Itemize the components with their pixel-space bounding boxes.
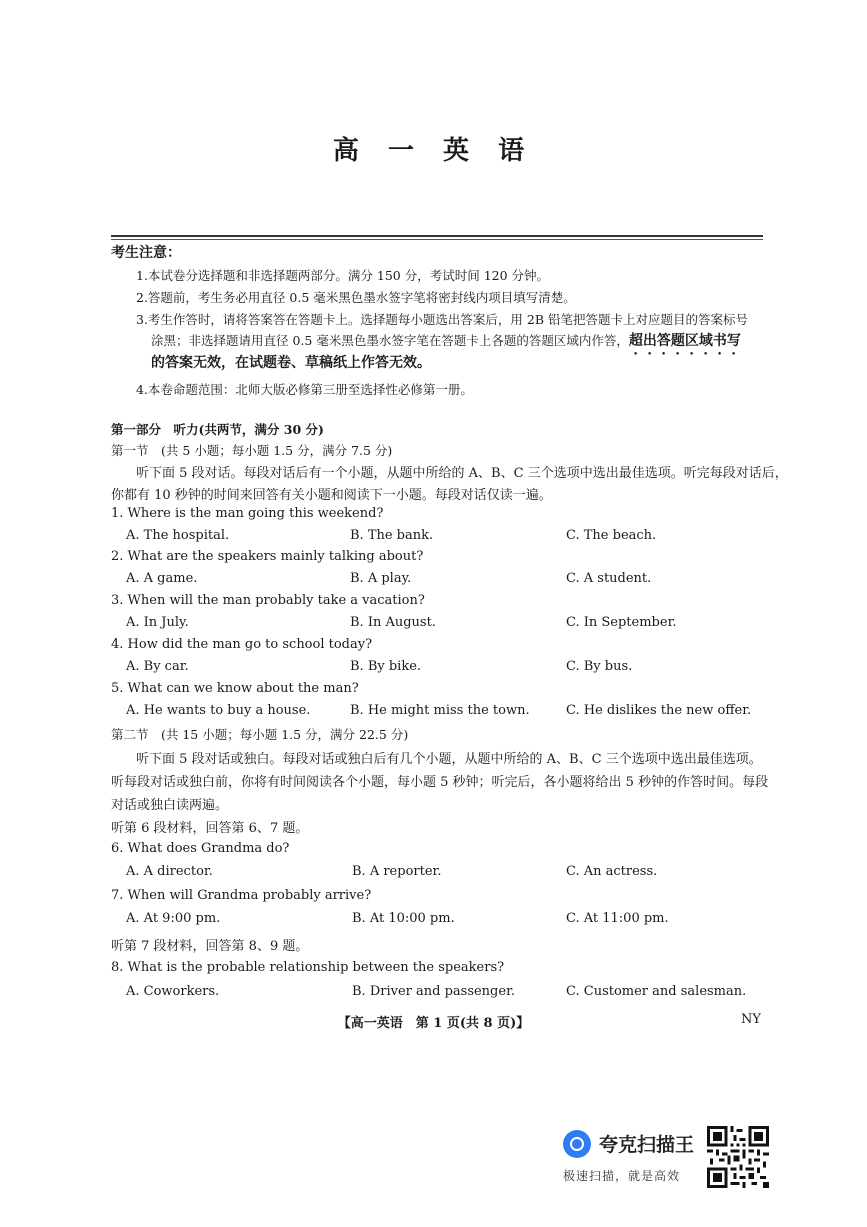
q6-option-a: A. A director. [126, 864, 213, 879]
q3-option-b: B. In August. [350, 615, 436, 630]
q1-option-a: A. The hospital. [126, 528, 230, 543]
q8-option-c: C. Customer and salesman. [566, 984, 747, 999]
page-footer: 【高一英语 第 1 页(共 8 页)】 [337, 1016, 530, 1031]
question-7: 7. When will Grandma probably arrive? [111, 888, 372, 903]
page-title: 高 一 英 语 [332, 136, 535, 166]
q7-option-b: B. At 10:00 pm. [352, 911, 455, 926]
q4-option-c: C. By bus. [566, 659, 633, 674]
q7-option-c: C. At 11:00 pm. [566, 911, 669, 926]
q7-option-a: A. At 9:00 pm. [126, 911, 221, 926]
notice-item-3-text: 涂黑；非选择题请用直径 0.5 毫米黑色墨水签字笔在答题卡上各题的答题区域内作答， [151, 333, 629, 348]
notice-item-2: 2.答题前，考生务必用直径 0.5 毫米黑色墨水签字笔将密封线内项目填写清楚。 [136, 290, 576, 305]
divider-rule-thin [111, 239, 763, 240]
q3-option-c: C. In September. [566, 615, 677, 630]
notice-item-3: 3.考生作答时，请将答案答在答题卡上。选择题每小题选出答案后，用 2B 铅笔把答题卡上对应题目的答案标号 [136, 312, 749, 327]
q5-option-c: C. He dislikes the new offer. [566, 703, 752, 718]
material-6-label: 听第 6 段材料，回答第 6、7 题。 [111, 821, 309, 836]
q2-option-c: C. A student. [566, 571, 652, 586]
q8-option-b: B. Driver and passenger. [352, 984, 515, 999]
qr-code-icon [707, 1126, 769, 1188]
section2-instruction-3: 对话或独白读两遍。 [111, 798, 229, 813]
section2-instruction-2: 听每段对话或独白前，你将有时间阅读各个小题，每小题 5 秒钟；听完后，各小题将给出 5 秒钟的作答时间。每段 [111, 775, 769, 790]
q5-option-a: A. He wants to buy a house. [126, 703, 311, 718]
q4-option-b: B. By bike. [350, 659, 422, 674]
divider-rule [111, 235, 763, 237]
question-1: 1. Where is the man going this weekend? [111, 506, 384, 521]
paper-code: NY [741, 1012, 761, 1027]
q5-option-b: B. He might miss the town. [350, 703, 530, 718]
part1-heading: 第一部分 听力(共两节，满分 30 分) [111, 422, 324, 437]
q2-option-a: A. A game. [126, 571, 198, 586]
q8-option-a: A. Coworkers. [126, 984, 220, 999]
section2-heading: 第二节 (共 15 小题；每小题 1.5 分，满分 22.5 分) [111, 727, 409, 742]
q1-option-b: B. The bank. [350, 528, 434, 543]
section2-instruction-1: 听下面 5 段对话或独白。每段对话或独白后有几个小题，从题中所给的 A、B、C 三个选项中选出最佳选项。 [136, 752, 762, 767]
q2-option-b: B. A play. [350, 571, 412, 586]
notice-item-4: 4.本卷命题范围：北师大版必修第三册至选择性必修第一册。 [136, 382, 473, 397]
notice-emphasis-2: 的答案无效，在试题卷、草稿纸上作答无效。 [151, 355, 431, 371]
notice-heading: 考生注意： [111, 245, 181, 261]
question-5: 5. What can we know about the man? [111, 681, 359, 696]
section1-instruction-1: 听下面 5 段对话。每段对话后有一个小题，从题中所给的 A、B、C 三个选项中选出最佳选项。听完每段对话后， [136, 466, 788, 481]
question-3: 3. When will the man probably take a vacation? [111, 593, 425, 608]
question-2: 2. What are the speakers mainly talking about? [111, 549, 424, 564]
notice-item-1: 1.本试卷分选择题和非选择题两部分。满分 150 分，考试时间 120 分钟。 [136, 268, 550, 283]
question-4: 4. How did the man go to school today? [111, 637, 373, 652]
watermark-slogan: 极速扫描，就是高效 [563, 1169, 681, 1183]
section1-heading: 第一节 (共 5 小题；每小题 1.5 分，满分 7.5 分) [111, 443, 393, 458]
notice-emphasis-1: 超出答题区域书写 [628, 333, 741, 349]
question-6: 6. What does Grandma do? [111, 841, 290, 856]
q6-option-c: C. An actress. [566, 864, 658, 879]
q4-option-a: A. By car. [126, 659, 189, 674]
watermark-brand: 夸克扫描王 [599, 1134, 695, 1156]
q1-option-c: C. The beach. [566, 528, 657, 543]
quark-logo-icon [563, 1130, 591, 1158]
q6-option-b: B. A reporter. [352, 864, 442, 879]
q3-option-a: A. In July. [126, 615, 189, 630]
section1-instruction-2: 你都有 10 秒钟的时间来回答有关小题和阅读下一小题。每段对话仅读一遍。 [111, 488, 552, 503]
material-7-label: 听第 7 段材料，回答第 8、9 题。 [111, 939, 309, 954]
question-8: 8. What is the probable relationship between the speakers? [111, 960, 505, 975]
